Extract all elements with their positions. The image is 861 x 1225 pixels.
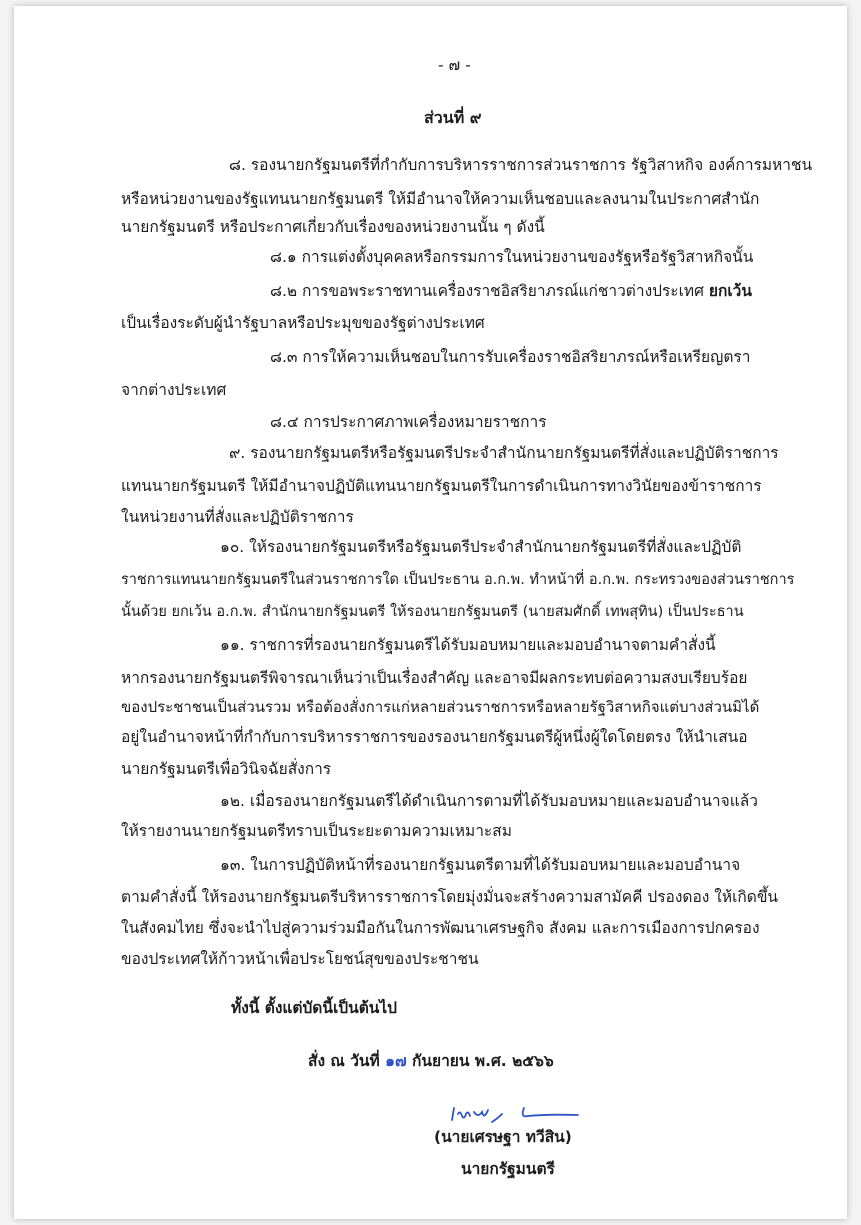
section-title: ส่วนที่ ๙ [424,108,482,127]
clause-13-line-4: ของประเทศให้ก้าวหน้าเพื่อประโยชน์สุขของประชาชน [121,950,479,968]
clause-8-1: ๘.๑ การแต่งตั้งบุคคลหรือกรรมการในหน่วยงานของรัฐหรือรัฐวิสาหกิจนั้น [270,248,754,266]
clause-12-line-2: ให้รายงานนายกรัฐมนตรีทราบเป็นระยะตามความเหมาะสม [121,822,512,840]
effective-statement: ทั้งนี้ ตั้งแต่บัดนี้เป็นต้นไป [231,999,397,1017]
clause-8-2-line-2: เป็นเรื่องระดับผู้นำรัฐบาลหรือประมุขของรัฐต่างประเทศ [121,314,485,332]
order-date-day: ๑๗ [385,1052,407,1070]
clause-13-line-1: ๑๓. ในการปฏิบัติหน้าที่รองนายกรัฐมนตรีตามที่ได้รับมอบหมายและมอบอำนาจ [220,856,741,874]
clause-10-line-3: นั้นด้วย ยกเว้น อ.ก.พ. สำนักนายกรัฐมนตรี ให้รองนายกรัฐมนตรี (นายสมศักดิ์ เทพสุทิน) เป็นประธาน [121,604,744,620]
order-date-suffix: กันยายน พ.ศ. ๒๕๖๖ [406,1052,554,1070]
clause-8-4: ๘.๔ การประกาศภาพเครื่องหมายราชการ [270,413,547,431]
clause-11-line-5: นายกรัฐมนตรีเพื่อวินิจฉัยสั่งการ [121,760,332,778]
order-date-prefix: สั่ง ณ วันที่ [308,1052,386,1070]
clause-11-line-1: ๑๑. ราชการที่รองนายกรัฐมนตรีได้รับมอบหมายและมอบอำนาจตามคำสั่งนี้ [220,636,716,654]
signatory-title: นายกรัฐมนตรี [461,1160,555,1178]
clause-8-3-line-2: จากต่างประเทศ [121,381,227,399]
clause-9-line-3: ในหน่วยงานที่สั่งและปฏิบัติราชการ [121,508,354,526]
clause-12-line-1: ๑๒. เมื่อรองนายกรัฐมนตรีได้ดำเนินการตามที่ได้รับมอบหมายและมอบอำนาจแล้ว [220,792,758,810]
page-number: - ๗ - [438,56,471,74]
clause-10-line-2: ราชการแทนนายกรัฐมนตรีในส่วนราชการใด เป็นประธาน อ.ก.พ. ทำหน้าที่ อ.ก.พ. กระทรวงของส่วนราชการ [121,572,795,588]
clause-8-2-exception: ยกเว้น [708,282,752,300]
clause-11-line-4: อยู่ในอำนาจหน้าที่กำกับการบริหารราชการของรองนายกรัฐมนตรีผู้หนึ่งผู้ใดโดยตรง ให้นำเสนอ [121,728,748,746]
clause-10-line-1: ๑๐. ให้รองนายกรัฐมนตรีหรือรัฐมนตรีประจำสำนักนายกรัฐมนตรีที่สั่งและปฏิบัติ [220,538,742,556]
clause-8-2-text: ๘.๒ การขอพระราชทานเครื่องราชอิสริยาภรณ์แก่ชาวต่างประเทศ [270,282,709,300]
clause-8-2-line-1 [270,280,752,302]
document-page [14,6,847,1219]
clause-13-line-3: ในสังคมไทย ซึ่งจะนำไปสู่ความร่วมมือกันในการพัฒนาเศรษฐกิจ สังคม และการเมืองการปกครอง [121,919,760,937]
signatory-name: (นายเศรษฐา ทวีสิน) [434,1128,572,1146]
clause-8-line-1: ๘. รองนายกรัฐมนตรีที่กำกับการบริหารราชการส่วนราชการ รัฐวิสาหกิจ องค์การมหาชน [229,156,813,174]
clause-11-line-2: หากรองนายกรัฐมนตรีพิจารณาเห็นว่าเป็นเรื่องสำคัญ และอาจมีผลกระทบต่อความสงบเรียบร้อย [121,669,748,687]
clause-11-line-3: ของประชาชนเป็นส่วนรวม หรือต้องสั่งการแก่หลายส่วนราชการหรือหลายรัฐวิสาหกิจแต่บางส่วนมิได้ [121,698,760,716]
clause-8-3-line-1: ๘.๓ การให้ความเห็นชอบในการรับเครื่องราชอิสริยาภรณ์หรือเหรียญตรา [270,348,751,366]
order-date [308,1050,554,1072]
clause-8-line-2: หรือหน่วยงานของรัฐแทนนายกรัฐมนตรี ให้มีอำนาจให้ความเห็นชอบและลงนามในประกาศสำนัก [121,190,760,208]
clause-9-line-2: แทนนายกรัฐมนตรี ให้มีอำนาจปฏิบัติแทนนายกรัฐมนตรีในการดำเนินการทางวินัยของข้าราชการ [121,477,762,495]
clause-8-line-3: นายกรัฐมนตรี หรือประกาศเกี่ยวกับเรื่องของหน่วยงานนั้น ๆ ดังนี้ [121,218,545,236]
clause-13-line-2: ตามคำสั่งนี้ ให้รองนายกรัฐมนตรีบริหารราชการโดยมุ่งมั่นจะสร้างความสามัคคี ปรองดอง ให้เกิดขึ้น [121,888,779,906]
clause-9-line-1: ๙. รองนายกรัฐมนตรีหรือรัฐมนตรีประจำสำนักนายกรัฐมนตรีที่สั่งและปฏิบัติราชการ [229,444,779,462]
